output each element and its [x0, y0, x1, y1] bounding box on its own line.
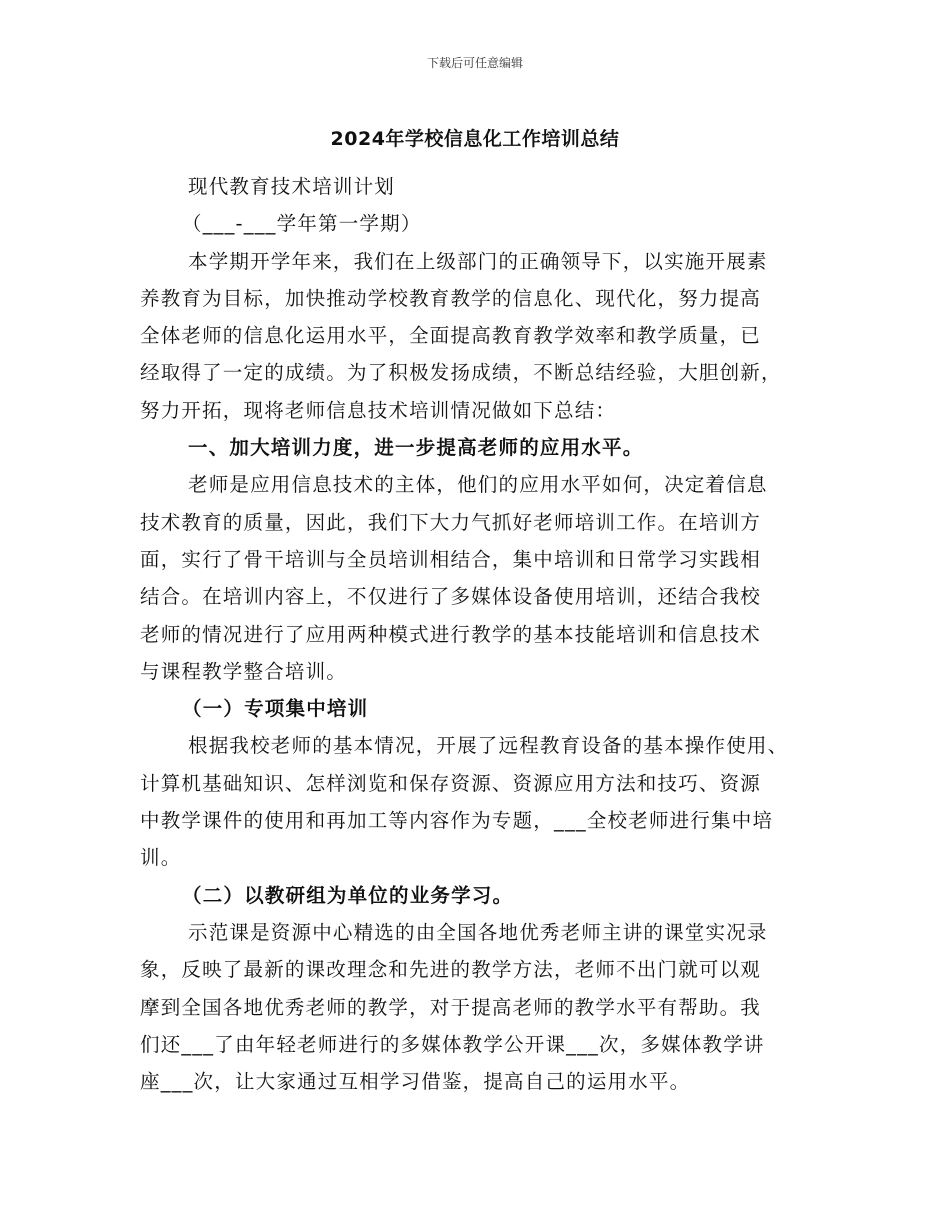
- body-line: 们还___了由年轻老师进行的多媒体教学公开课___次，多媒体教学讲: [140, 1032, 765, 1056]
- body-line: 象，反映了最新的课改理念和先进的教学方法，老师不出门就可以观: [140, 958, 762, 982]
- body-line: 与课程教学整合培训。: [140, 659, 348, 683]
- subsection-heading: （一）专项集中培训: [182, 697, 369, 721]
- body-line: 结合。在培训内容上，不仅进行了多媒体设备使用培训，还结合我校: [140, 585, 762, 609]
- body-line: 摩到全国各地优秀老师的教学，对于提高老师的教学水平有帮助。我: [140, 995, 762, 1019]
- body-line: 面，实行了骨干培训与全员培训相结合，集中培训和日常学习实践相: [140, 547, 762, 571]
- body-line: 现代教育技术培训计划: [188, 175, 396, 198]
- body-line: 示范课是资源中心精选的由全国各地优秀老师主讲的课堂实况录: [188, 920, 768, 944]
- body-line: 努力开拓，现将老师信息技术培训情况做如下总结：: [140, 398, 617, 422]
- body-line: 本学期开学年来，我们在上级部门的正确领导下，以实施开展素: [188, 249, 768, 273]
- body-line: 养教育为目标，加快推动学校教育教学的信息化、现代化，努力提高: [140, 286, 762, 310]
- page-header-note: 下载后可任意编辑: [426, 56, 523, 70]
- body-line: 老师是应用信息技术的主体，他们的应用水平如何，决定着信息: [188, 473, 768, 497]
- body-line: 全体老师的信息化运用水平，全面提高教育教学效率和教学质量，已: [140, 324, 762, 348]
- document-title: 2024年学校信息化工作培训总结: [330, 128, 620, 150]
- body-line: 技术教育的质量，因此，我们下大力气抓好老师培训工作。在培训方: [140, 510, 762, 534]
- body-line: 经取得了一定的成绩。为了积极发扬成绩，不断总结经验，大胆创新，: [140, 361, 782, 385]
- subsection-heading: （二）以教研组为单位的业务学习。: [182, 883, 514, 907]
- body-line: 根据我校老师的基本情况，开展了远程教育设备的基本操作使用、: [188, 734, 789, 758]
- body-line: （___-___学年第一学期）: [182, 212, 422, 236]
- body-line: 老师的情况进行了应用两种模式进行教学的基本技能培训和信息技术: [140, 622, 762, 646]
- body-line: 座___次，让大家通过互相学习借鉴，提高自己的运用水平。: [140, 1070, 691, 1094]
- body-line: 计算机基础知识、怎样浏览和保存资源、资源应用方法和技巧、资源: [140, 771, 762, 795]
- body-line: 训。: [140, 846, 182, 870]
- body-line: 中教学课件的使用和再加工等内容作为专题，___全校老师进行集中培: [140, 809, 774, 833]
- document-body: [140, 168, 812, 1100]
- section-heading: 一、加大培训力度，进一步提高老师的应用水平。: [188, 436, 644, 460]
